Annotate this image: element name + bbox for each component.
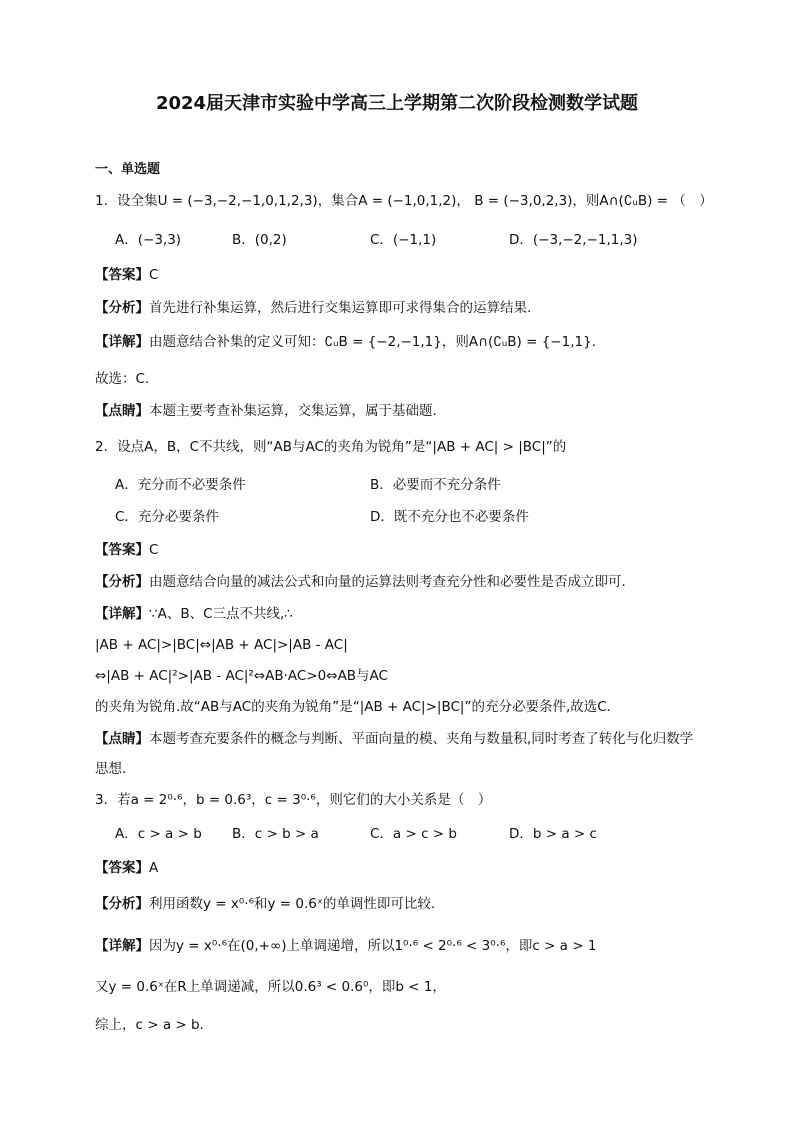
comment-tag: 【点睛】 [95,403,149,419]
detail-tag: 【详解】 [95,938,149,954]
q3-detail-row [95,936,596,956]
q2-detail-row [95,604,293,624]
q1-detail: 由题意结合补集的定义可知：∁ᵤB = {−2,−1,1}，则A∩(∁ᵤB) = {−1,1}. [149,334,596,350]
q2-comment-line-1: 本题考查充要条件的概念与判断、平面向量的模、夹角与数量积,同时考查了转化与化归数学 [149,731,694,747]
q2-option-b: B．必要而不充分条件 [370,477,501,493]
q2-derivation-line-1: |AB + AC|>|BC|⇔|AB + AC|>|AB - AC| [95,637,348,653]
q3-detail: 因为y = x⁰·⁶在(0,+∞)上单调递增，所以1⁰·⁶ < 2⁰·⁶ < 3⁰·⁶，即c > a > 1 [149,938,597,954]
detail-tag: 【详解】 [95,606,149,622]
q2-option-d: D．既不充分也不必要条件 [370,509,529,525]
q1-analysis-row [95,298,531,318]
q2-analysis: 由题意结合向量的减法公式和向量的运算法则考查充分性和必要性是否成立即可. [149,574,626,590]
analysis-tag: 【分析】 [95,896,149,912]
q3-option-c: C．a > c > b [370,826,457,842]
q3-answer-row [95,858,158,878]
q1-comment-row [95,401,437,421]
q2-analysis-row [95,572,626,592]
q1-analysis: 首先进行补集运算，然后进行交集运算即可求得集合的运算结果. [149,300,532,316]
q1-option-b: B．(0,2) [232,232,287,248]
q3-option-b: B．c > b > a [232,826,319,842]
page-title: 2024届天津市实验中学高三上学期第二次阶段检测数学试题 [155,93,639,114]
q3-conclusion: 综上，c > a > b. [95,1017,204,1033]
q1-detail-row [95,332,596,352]
q3-analysis-row [95,894,435,914]
q3-detail-line-2: 又y = 0.6ˣ在R上单调递减，所以0.6³ < 0.6⁰，即b < 1， [95,979,446,995]
q1-answer: C [149,267,159,283]
q2-comment-row [95,729,693,749]
question-2-stem: 2．设点A，B，C不共线，则“AB与AC的夹角为锐角”是“|AB + AC| > |BC|”的 [95,439,567,455]
question-3-stem: 3．若a = 2⁰·⁶，b = 0.6³，c = 3⁰·⁶，则它们的大小关系是（ ） [95,792,492,808]
q2-option-c: C．充分必要条件 [115,509,219,525]
q2-option-a: A．充分而不必要条件 [115,477,246,493]
analysis-tag: 【分析】 [95,574,149,590]
q2-comment-line-2: 思想. [95,761,127,777]
q3-option-d: D．b > a > c [509,826,597,842]
q3-answer: A [149,860,159,876]
q1-option-c: C．(−1,1) [370,232,437,248]
q1-option-a: A．(−3,3) [115,232,182,248]
q2-answer: C [149,542,159,558]
answer-tag: 【答案】 [95,542,149,558]
answer-tag: 【答案】 [95,267,149,283]
q1-comment: 本题主要考查补集运算，交集运算，属于基础题. [149,403,437,419]
q3-option-a: A．c > a > b [115,826,202,842]
answer-tag: 【答案】 [95,860,149,876]
q2-detail: ∵A、B、C三点不共线,∴ [149,606,293,622]
comment-tag: 【点睛】 [95,731,149,747]
section-heading: 一、单选题 [95,162,161,177]
q2-derivation-line-3: 的夹角为锐角.故“AB与AC的夹角为锐角”是“|AB + AC|>|BC|”的充分必要条件,故选C. [95,699,611,715]
detail-tag: 【详解】 [95,334,149,350]
analysis-tag: 【分析】 [95,300,149,316]
q3-analysis: 利用函数y = x⁰·⁶和y = 0.6ˣ的单调性即可比较. [149,896,436,912]
q2-derivation-line-2: ⇔|AB + AC|²>|AB - AC|²⇔AB·AC>0⇔AB与AC [95,668,388,684]
q1-option-d: D．(−3,−2,−1,1,3) [509,232,638,248]
q1-answer-row [95,265,158,285]
question-1-stem: 1．设全集U = (−3,−2,−1,0,1,2,3)，集合A = (−1,0,1,2)， B = (−3,0,2,3)，则A∩(∁ᵤB) = （ ） [95,193,713,209]
q2-answer-row [95,540,158,560]
q1-conclusion: 故选：C. [95,371,150,387]
